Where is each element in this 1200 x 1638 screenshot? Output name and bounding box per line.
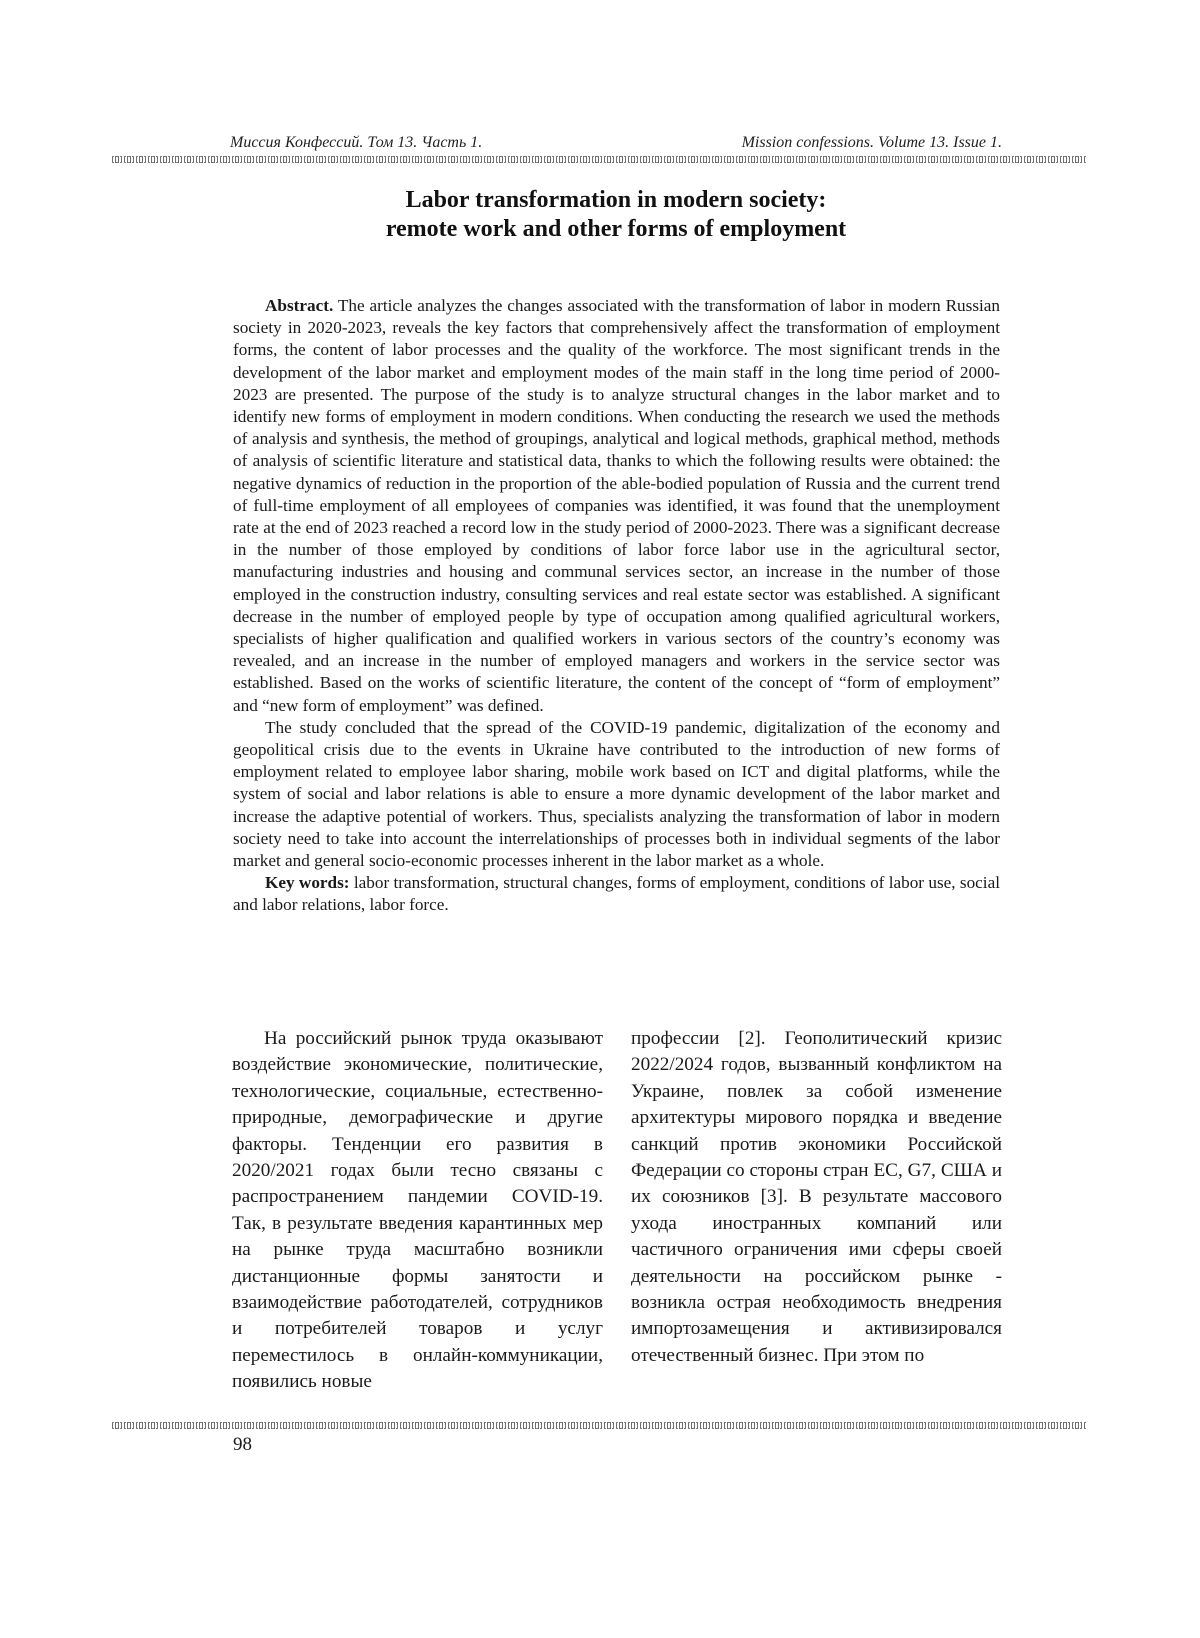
header-ornament-divider	[112, 156, 1087, 163]
journal-title-en: Mission confessions. Volume 13. Issue 1.	[741, 134, 1002, 151]
footer-ornament-divider	[112, 1422, 1087, 1429]
abstract-label: Abstract.	[265, 296, 334, 315]
running-header	[230, 134, 1002, 152]
page-number: 98	[233, 1434, 252, 1455]
article-title	[230, 186, 1002, 244]
body-column-right	[631, 1026, 1002, 1396]
body-paragraph-left: На российский рынок труда оказывают воздействие экономические, политические, технологические, социальные, естественно-природные, демографические и другие факторы. Тенденции его развития в 2020/2021 годах были тесно связаны с распространением пандемии COVID-19. Так, в результате введения карантинных мер на рынке труда масштабно возникли дистанционные формы занятости и взаимодействие работодателей, сотрудников и потребителей товаров и услуг переместилось в онлайн-коммуникации, появились новые	[232, 1028, 603, 1393]
body-column-left	[232, 1026, 603, 1396]
body-text	[232, 1026, 1002, 1396]
body-paragraph-right: профессии [2]. Геополитический кризис 2022/2024 годов, вызванный конфликтом на Украине, повлек за собой изменение архитектуры мирового порядка и введение санкций против экономики Российской Федерации со стороны стран ЕС, G7, США и их союзников [3]. В результате массового ухода иностранных компаний или частичного ограничения ими сферы своей деятельности на российском рынке - возникла острая необходимость внедрения импортозамещения и активизировался отечественный бизнес. При этом по	[631, 1028, 1002, 1366]
journal-title-ru: Миссия Конфессий. Том 13. Часть 1.	[230, 134, 483, 151]
keywords-label: Key words:	[265, 873, 350, 893]
article-title-line-2: remote work and other forms of employment	[385, 216, 847, 242]
abstract-section	[233, 295, 1000, 917]
keywords-paragraph	[233, 872, 1000, 916]
abstract-paragraph-2: The study concluded that the spread of the COVID-19 pandemic, digitalization of the economy and geopolitical crisis due to the events in Ukraine have contributed to the introduction of new forms of employment related to employee labor sharing, mobile work based on ICT and digital platforms, while the system of social and labor relations is able to ensure a more dynamic development of the labor market and increase the adaptive potential of workers. Thus, specialists analyzing the transformation of labor in modern society need to take into account the interrelationships of processes both in individual segments of the labor market and general socio-economic processes inherent in the labor market as a whole.	[233, 717, 1000, 871]
article-title-line-1: Labor transformation in modern society:	[405, 187, 827, 213]
keywords-text: labor transformation, structural changes, forms of employment, conditions of labor use, social and labor relations, labor force.	[233, 873, 1000, 915]
abstract-text-1: The article analyzes the changes associated with the transformation of labor in modern Russian society in 2020-2023, reveals the key factors that comprehensively affect the transformation of employment forms, the content of labor processes and the quality of the workforce. The most significant trends in the development of the labor market and employment modes of the main staff in the long time period of 2000-2023 are presented. The purpose of the study is to analyze structural changes in the labor market and to identify new forms of employment in modern conditions. When conducting the research we used the methods of analysis and synthesis, the method of groupings, analytical and logical methods, graphical method, methods of analysis of scientific literature and statistical data, thanks to which the following results were obtained: the negative dynamics of reduction in the proportion of the able-bodied population of Russia and the current trend of full-time employment of all employees of companies was identified, it was found that the unemployment rate at the end of 2023 reached a record low in the study period of 2000-2023. There was a significant decrease in the number of those employed by conditions of labor force labor use in the agricultural sector, manufacturing industries and housing and communal services sector, an increase in the number of those employed in the construction industry, consulting services and real estate sector was established. A significant decrease in the number of employed people by type of occupation among qualified agricultural workers, specialists of higher qualification and qualified workers in various sectors of the country’s economy was revealed, and an increase in the number of employed managers and workers in the service sector was established. Based on the works of scientific literature, the content of the concept of “form of employment” and “new form of employment” was defined.	[233, 296, 1000, 715]
abstract-paragraph-1	[233, 295, 1000, 717]
